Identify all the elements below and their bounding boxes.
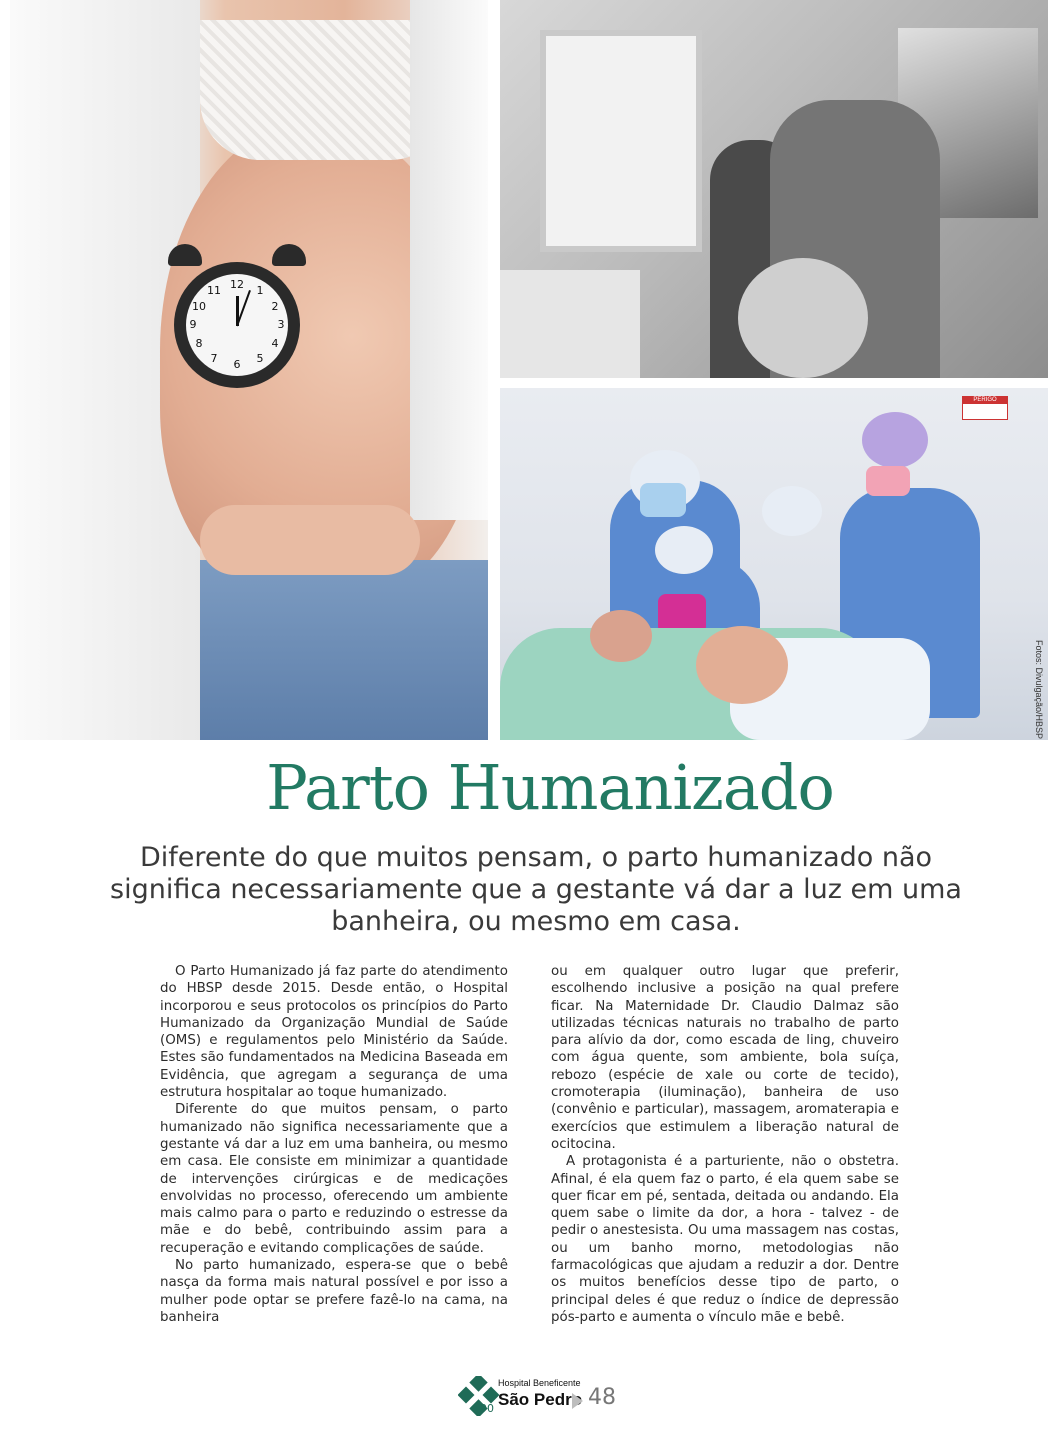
white-shirt-right bbox=[410, 0, 488, 520]
surgical-cap-2 bbox=[762, 486, 822, 536]
body-column-left bbox=[160, 963, 508, 1326]
clock-number: 11 bbox=[207, 284, 221, 297]
clock-number: 12 bbox=[230, 278, 244, 291]
page-footer bbox=[458, 1376, 628, 1416]
page-number: 48 bbox=[588, 1385, 616, 1410]
clock-number: 2 bbox=[271, 300, 279, 313]
body-paragraph: A protagonista é a parturiente, não o obstetra. Afinal, é ela quem faz o parto, é ela quem sabe se quer ficar em pé, sentada, deitada ou andando. Ela quem sabe o limite da dor, a hora - talvez - de pedir o anestesista. Ou uma massagem nas costas, ou um banho morno, metodologias não farmacológicas que ajudam a reduzir a dor. Dentre os muitos benefícios desse tipo de parto, o principal deles é que reduz o índice de depressão pós-parto e aumenta o vínculo mãe e bebê. bbox=[551, 1154, 899, 1325]
clock-number: 3 bbox=[277, 318, 285, 331]
photo-credit: Fotos: Divulgação/HBSP bbox=[1034, 640, 1044, 740]
pregnant-bump bbox=[738, 258, 868, 378]
surgical-cap-3 bbox=[655, 526, 713, 574]
surgical-mask-pink bbox=[866, 466, 910, 496]
hospital-logo-icon bbox=[458, 1376, 500, 1416]
brand-name: São Pedro bbox=[498, 1390, 583, 1409]
surgical-mask-1 bbox=[640, 483, 686, 517]
photo-medical-team-newborn bbox=[500, 388, 1048, 740]
body-paragraph: O Parto Humanizado já faz parte do atendimento do HBSP desde 2015. Desde então, o Hospital incorporou e seus protocolos os princípios do Parto Humanizado da Organização Mundial de Saúde (OMS) e regulamentos pelo Ministério da Saúde. Estes são fundamentados na Medicina Baseada em Evidência, que agregam a segurança de uma estrutura hospitalar ao toque humanizado. bbox=[160, 964, 508, 1101]
ripped-jeans bbox=[200, 560, 488, 740]
photo-nurse-fanning-pregnant-woman bbox=[500, 0, 1048, 378]
clock-number: 7 bbox=[210, 352, 218, 365]
hospital-bed bbox=[500, 270, 640, 378]
photo-pregnant-belly-clock bbox=[10, 0, 488, 740]
body-paragraph: ou em qualquer outro lugar que preferir, escolhendo inclusive a posição na qual prefere ficar. Na Maternidade Dr. Claudio Dalmaz são utilizadas técnicas naturais no trabalho de parto para alívio da dor, como escada de ling, chuveiro com água quente, som ambiente, bola suíça, rebozo (espécie de xale ou corte de tecido), cromoterapia (iluminação), banheira de uso (convênio e particular), massagem, aromaterapia e exercícios que estimulem a liberação natural de ocitocina. bbox=[551, 964, 899, 1152]
clock-number: 8 bbox=[195, 337, 203, 350]
clock-face bbox=[186, 274, 288, 376]
body-paragraph: Diferente do que muitos pensam, o parto humanizado não significa necessariamente que a gestante vá dar a luz em uma banheira, ou mesmo em casa. Ele consiste em minimizar a quantidade de intervenções cirúrgicas e de medicações envolvidas no processo, oferecendo um ambiente mais calmo para o parto e reduzindo o estresse da mãe e do bebê, contribuindo assim para a recuperação e evitando complicações de saúde. bbox=[160, 1102, 508, 1256]
danger-sign bbox=[962, 396, 1008, 420]
hands-on-belly bbox=[200, 505, 420, 575]
surgical-cap-purple bbox=[862, 412, 928, 468]
danger-sign-label: PERIGO bbox=[963, 397, 1007, 404]
article-title: Parto Humanizado bbox=[266, 751, 834, 824]
clock-number: 6 bbox=[233, 358, 241, 371]
brand-name-small: Hospital Beneficente bbox=[498, 1378, 581, 1388]
mother bbox=[696, 626, 788, 704]
alarm-clock-icon bbox=[174, 262, 300, 388]
newborn-baby bbox=[590, 610, 652, 662]
clock-number: 4 bbox=[271, 337, 279, 350]
article-lead: Diferente do que muitos pensam, o parto humanizado não significa necessariamente que a gestante vá dar a luz em uma banheira, ou mesmo em casa. bbox=[110, 842, 962, 937]
window bbox=[540, 30, 702, 252]
clock-number: 9 bbox=[189, 318, 197, 331]
logo-mark: 90 bbox=[480, 1402, 494, 1415]
page-arrow-icon bbox=[572, 1393, 583, 1409]
body-paragraph: No parto humanizado, espera-se que o bebê nasça da forma mais natural possível e por isso a mulher pode optar se prefere fazê-lo na cama, na banheira bbox=[160, 1258, 508, 1325]
clock-number: 1 bbox=[256, 284, 264, 297]
clock-number: 5 bbox=[256, 352, 264, 365]
clock-number: 10 bbox=[192, 300, 206, 313]
body-column-right bbox=[551, 963, 899, 1326]
